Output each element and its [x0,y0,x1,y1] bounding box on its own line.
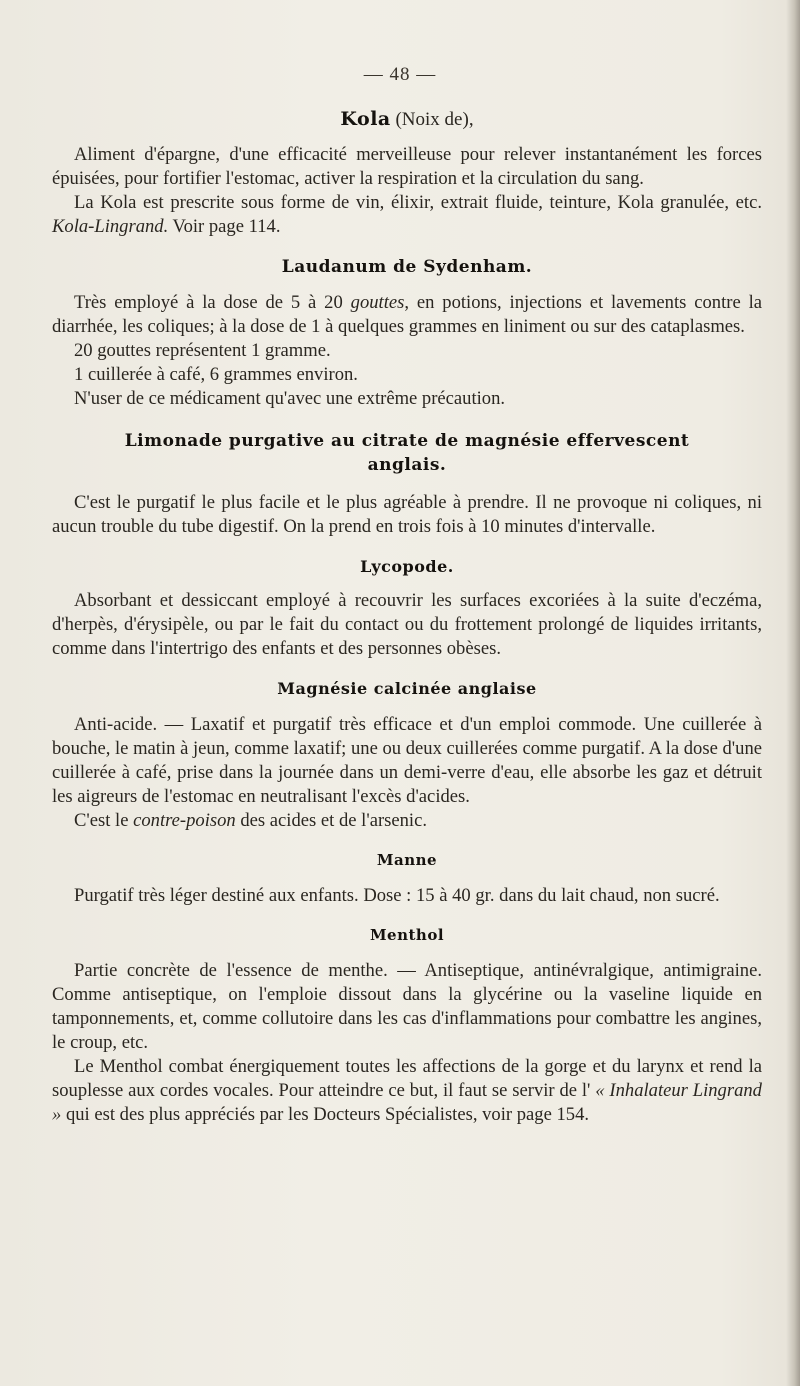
limonade-paragraph-1: C'est le purgatif le plus facile et le plus agréable à prendre. Il ne provoque ni coliques, ni aucun trouble du tube digestif. On la prend en trois fois à 10 minutes d'intervalle. [52,492,762,537]
manne-paragraph-1: Purgatif très léger destiné aux enfants. Dose : 15 à 40 gr. dans du lait chaud, non sucré. [74,885,720,906]
page-number: — 48 — [363,64,437,85]
laudanum-p1-text-a: Très employé à la dose de 5 à 20 [74,292,351,313]
heading-magnesie-title: Magnésie calcinée anglaise [277,679,537,698]
magnesie-p2-text-a: C'est le [74,810,134,831]
page-content [52,108,762,1145]
laudanum-paragraph-2: 20 gouttes représentent 1 gramme. [74,340,331,361]
kola-p2-italic: Kola-Lingrand. [52,216,169,237]
heading-limonade [52,429,762,477]
heading-kola [52,108,762,131]
menthol-paragraph-1: Partie concrète de l'essence de menthe. — Antiseptique, antinévralgique, antimigraine. Comme antiseptique, on l'emploie dissout dans la glycérine ou la vaseline liquide en tamponnements, et, comme collutoire dans les cas d'inflammations pour combattre les angines, le croup, etc. [52,960,762,1053]
magnesie-paragraph-1: Anti-acide. — Laxatif et purgatif très efficace et d'un emploi commode. Une cuillerée à bouche, le matin à jeun, comme laxatif; une ou deux cuillerées comme purgatif. A la dose d'une cuillerée à café, prise dans la journée dans un demi-verre d'eau, elle absorbe les gaz et détruit les aigreurs de l'estomac en neutralisant l'excès d'acides. [52,714,762,807]
section-lycopode [52,557,762,661]
kola-p2-text-a: La Kola est prescrite sous forme de vin, élixir, extrait fluide, teinture, Kola granulée, etc. [74,192,762,213]
heading-limonade-line-2: anglais. [367,455,447,475]
magnesie-p2-italic: contre-poison [133,810,236,831]
section-kola [52,108,762,239]
heading-lycopode-title: Lycopode. [360,557,454,576]
heading-magnesie [52,679,762,699]
kola-paragraph-2 [52,191,762,239]
menthol-paragraph-2 [52,1055,762,1127]
menthol-p2-text-a: Le Menthol combat énergiquement toutes les affections de la gorge et du larynx et rend la souplesse aux cordes vocales. Pour atteindre ce but, il faut se servir de l' [52,1056,762,1101]
heading-laudanum [52,257,762,277]
heading-manne [52,851,762,870]
magnesie-p2-text-b: des acides et de l'arsenic. [235,810,427,831]
heading-kola-title: Kola [340,108,391,130]
heading-manne-title: Manne [376,851,438,869]
heading-limonade-line-1: Limonade purgative au citrate de magnésie effervescent [124,431,690,451]
section-laudanum [52,257,762,411]
laudanum-p1-italic: gouttes [350,292,405,313]
heading-menthol-title: Menthol [369,926,445,944]
laudanum-paragraph-4: N'user de ce médicament qu'avec une extrême précaution. [74,388,506,409]
section-manne [52,851,762,908]
section-limonade [52,429,762,539]
section-menthol [52,926,762,1127]
menthol-p2-text-b: qui est des plus appréciés par les Docteurs Spécialistes, voir page 154. [61,1104,590,1125]
lycopode-paragraph-1: Absorbant et dessiccant employé à recouvrir les surfaces excoriées à la suite d'eczéma, d'herpès, d'érysipèle, ou par le fait du contact ou du frottement prolongé de liquides irritants, comme dans l'intertrigo des enfants et des personnes obèses. [52,590,762,659]
section-magnesie [52,679,762,833]
kola-p2-text-b: Voir page 114. [168,216,281,237]
laudanum-paragraph-1 [52,291,762,339]
magnesie-paragraph-2 [52,809,762,833]
menthol-p2-italic: « Inhalateur Lingrand » [52,1080,762,1125]
heading-menthol [52,926,762,945]
heading-lycopode [52,557,762,577]
laudanum-p1-text-b: , en potions, injections et lavements contre la diarrhée, les coliques; à la dose de 1 à quelques grammes en liniment ou sur des cataplasmes. [52,292,762,337]
heading-kola-suffix: (Noix de), [395,109,474,130]
heading-laudanum-title: Laudanum de Sydenham. [281,257,533,277]
page-edge-shadow [786,0,800,1386]
kola-paragraph-1: Aliment d'épargne, d'une efficacité merveilleuse pour relever instantanément les forces épuisées, pour fortifier l'estomac, activer la respiration et la circulation du sang. [52,144,762,189]
laudanum-paragraph-3: 1 cuillerée à café, 6 grammes environ. [74,364,358,385]
